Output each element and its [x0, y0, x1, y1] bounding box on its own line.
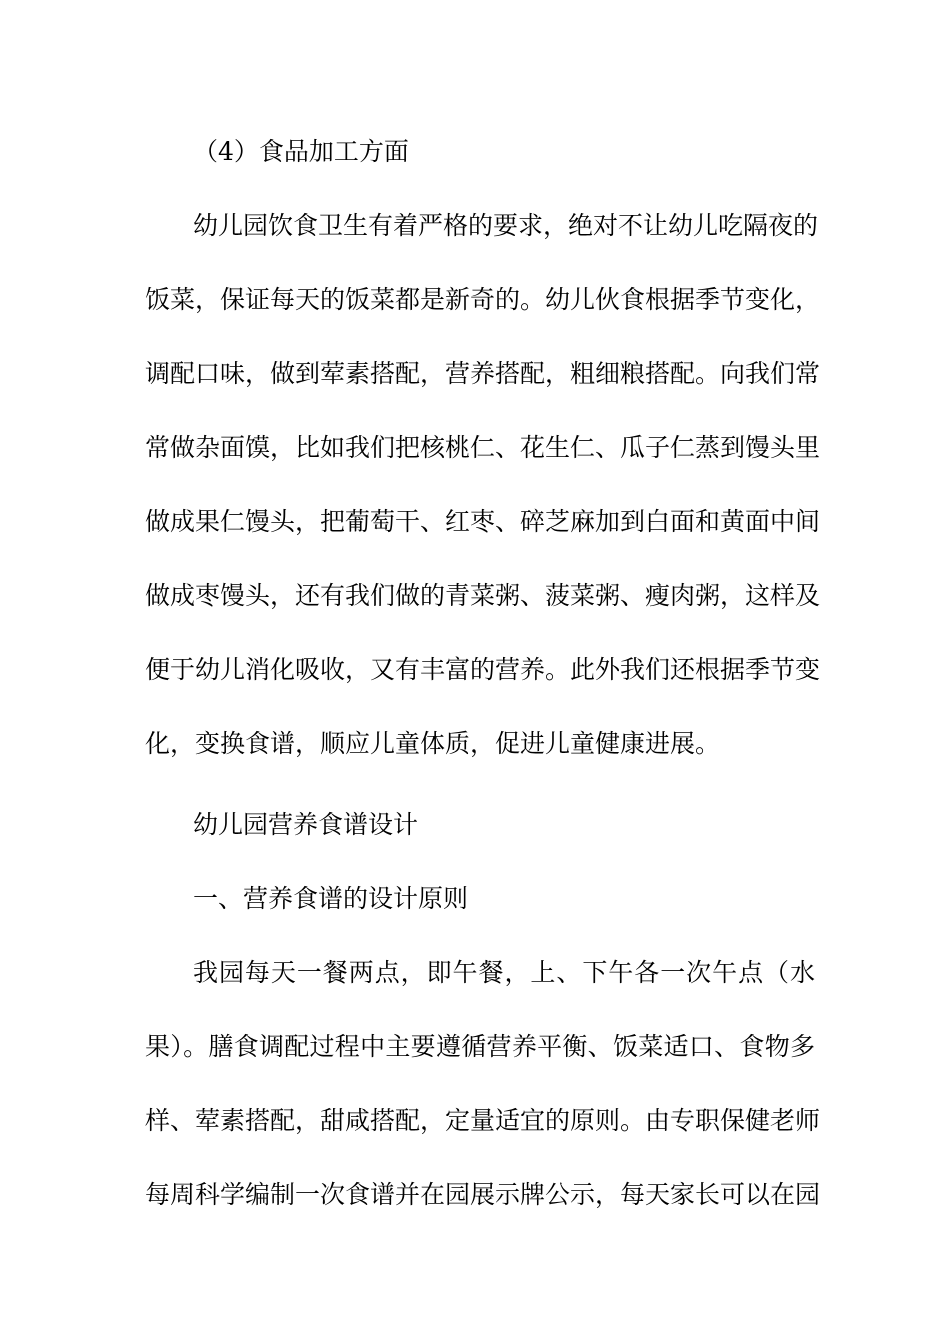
paragraph-line: 做成果仁馒头，把葡萄干、红枣、碎芝麻加到白面和黄面中间 [145, 507, 821, 536]
paragraph-line: 常做杂面馍，比如我们把核桃仁、花生仁、瓜子仁蒸到馒头里 [145, 433, 821, 462]
paragraph-line: 调配口味，做到荤素搭配，营养搭配，粗细粮搭配。向我们常 [145, 359, 821, 388]
paragraph-line: 做成枣馒头，还有我们做的青菜粥、菠菜粥、瘦肉粥，这样及 [145, 581, 821, 610]
paragraph-line: 幼儿园饮食卫生有着严格的要求，绝对不让幼儿吃隔夜的 [193, 211, 819, 240]
paragraph-line: 样、荤素搭配，甜咸搭配，定量适宜的原则。由专职保健老师 [145, 1106, 821, 1135]
section-heading-food-processing: （4）食品加工方面 [193, 137, 409, 166]
paragraph-line: 每周科学编制一次食谱并在园展示牌公示，每天家长可以在园 [145, 1180, 821, 1209]
paragraph-line: 化，变换食谱，顺应儿童体质，促进儿童健康进展。 [145, 729, 721, 758]
paragraph-line: 饭菜，保证每天的饭菜都是新奇的。幼儿伙食根据季节变化， [145, 285, 821, 314]
paragraph-line: 便于幼儿消化吸收，又有丰富的营养。此外我们还根据季节变 [145, 655, 821, 684]
paragraph-line: 我园每天一餐两点，即午餐，上、下午各一次午点（水 [193, 958, 815, 987]
document-title: 幼儿园营养食谱设计 [193, 810, 419, 839]
paragraph-line: 果）。膳食调配过程中主要遵循营养平衡、饭菜适口、食物多 [145, 1032, 815, 1061]
section-heading-design-principles: 一、营养食谱的设计原则 [193, 884, 469, 913]
